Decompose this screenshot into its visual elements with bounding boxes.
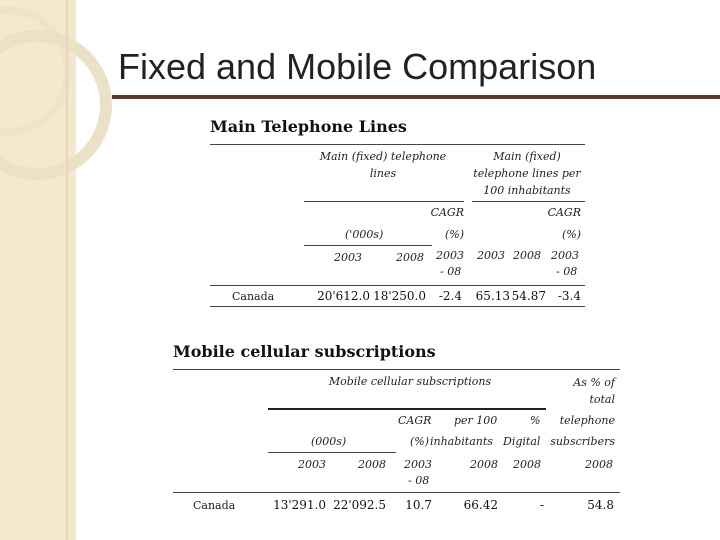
decorative-circle xyxy=(0,30,112,180)
year-range-header: - 08 xyxy=(408,474,430,487)
cell-value: 20'612.0 xyxy=(317,289,370,303)
column-header: per 100 xyxy=(454,414,498,427)
year-header: 2008 xyxy=(470,458,498,471)
row-country: Canada xyxy=(193,499,236,512)
cell-value: -2.4 xyxy=(438,289,462,303)
column-group-header: 100 inhabitants xyxy=(483,184,571,197)
group-rule xyxy=(472,201,585,202)
column-header: Digital xyxy=(503,435,541,448)
column-group-header: Main (fixed) telephone xyxy=(319,150,447,163)
cell-value: 10.7 xyxy=(405,498,432,512)
title-underline xyxy=(112,95,720,99)
subheader-rule xyxy=(268,452,396,453)
year-range-header: 2003 xyxy=(404,458,432,471)
group-rule xyxy=(268,408,546,410)
column-group-header: Mobile cellular subscriptions xyxy=(328,375,492,388)
column-header: (000s) xyxy=(311,435,347,448)
year-header: 2008 xyxy=(358,458,386,471)
year-range-header: - 08 xyxy=(440,265,462,278)
table-top-rule xyxy=(173,369,620,370)
cell-value: 18'250.0 xyxy=(373,289,426,303)
column-group-header: telephone lines per xyxy=(473,167,581,180)
row-country: Canada xyxy=(232,290,275,303)
side-decoration-rule xyxy=(66,0,68,540)
column-header: CAGR xyxy=(398,414,432,427)
table-top-rule xyxy=(210,144,585,145)
year-header: 2008 xyxy=(513,458,541,471)
cell-value: 54.8 xyxy=(587,498,614,512)
year-header: 2003 xyxy=(334,251,362,264)
cell-value: 54.87 xyxy=(511,289,546,303)
cell-value: 65.13 xyxy=(475,289,510,303)
year-header: 2008 xyxy=(513,249,541,262)
year-header: 2003 xyxy=(298,458,326,471)
column-group-header: subscribers xyxy=(550,435,615,448)
column-group-header: telephone xyxy=(559,414,615,427)
year-header: 2008 xyxy=(585,458,613,471)
column-header: (%) xyxy=(561,228,581,241)
slide-title: Fixed and Mobile Comparison xyxy=(118,46,597,87)
header-bottom-rule xyxy=(210,285,585,286)
year-header: 2008 xyxy=(396,251,424,264)
column-group-header: Main (fixed) xyxy=(493,150,561,163)
table-title: Mobile cellular subscriptions xyxy=(173,342,436,361)
cell-value: 22'092.5 xyxy=(333,498,386,512)
column-header: ('000s) xyxy=(345,228,384,241)
column-header: inhabitants xyxy=(430,435,493,448)
column-group-header: total xyxy=(589,393,615,406)
cell-value: - xyxy=(539,498,544,512)
column-header: (%) xyxy=(410,435,430,448)
year-header: 2003 xyxy=(477,249,505,262)
year-range-header: - 08 xyxy=(556,265,578,278)
side-decoration-panel xyxy=(0,0,76,540)
column-group-header: As % of xyxy=(573,376,615,389)
year-range-header: 2003 xyxy=(436,249,464,262)
cell-value: 13'291.0 xyxy=(273,498,326,512)
table-bottom-rule xyxy=(210,306,585,307)
year-range-header: 2003 xyxy=(551,249,579,262)
column-header: % xyxy=(530,414,541,427)
column-group-header: lines xyxy=(369,167,397,180)
column-header: (%) xyxy=(444,228,464,241)
cell-value: 66.42 xyxy=(463,498,498,512)
column-header: CAGR xyxy=(430,206,464,219)
cell-value: -3.4 xyxy=(557,289,581,303)
table-title: Main Telephone Lines xyxy=(210,117,407,136)
group-rule xyxy=(304,201,464,202)
header-bottom-rule xyxy=(173,492,620,493)
subheader-rule xyxy=(304,245,432,246)
column-header: CAGR xyxy=(547,206,581,219)
